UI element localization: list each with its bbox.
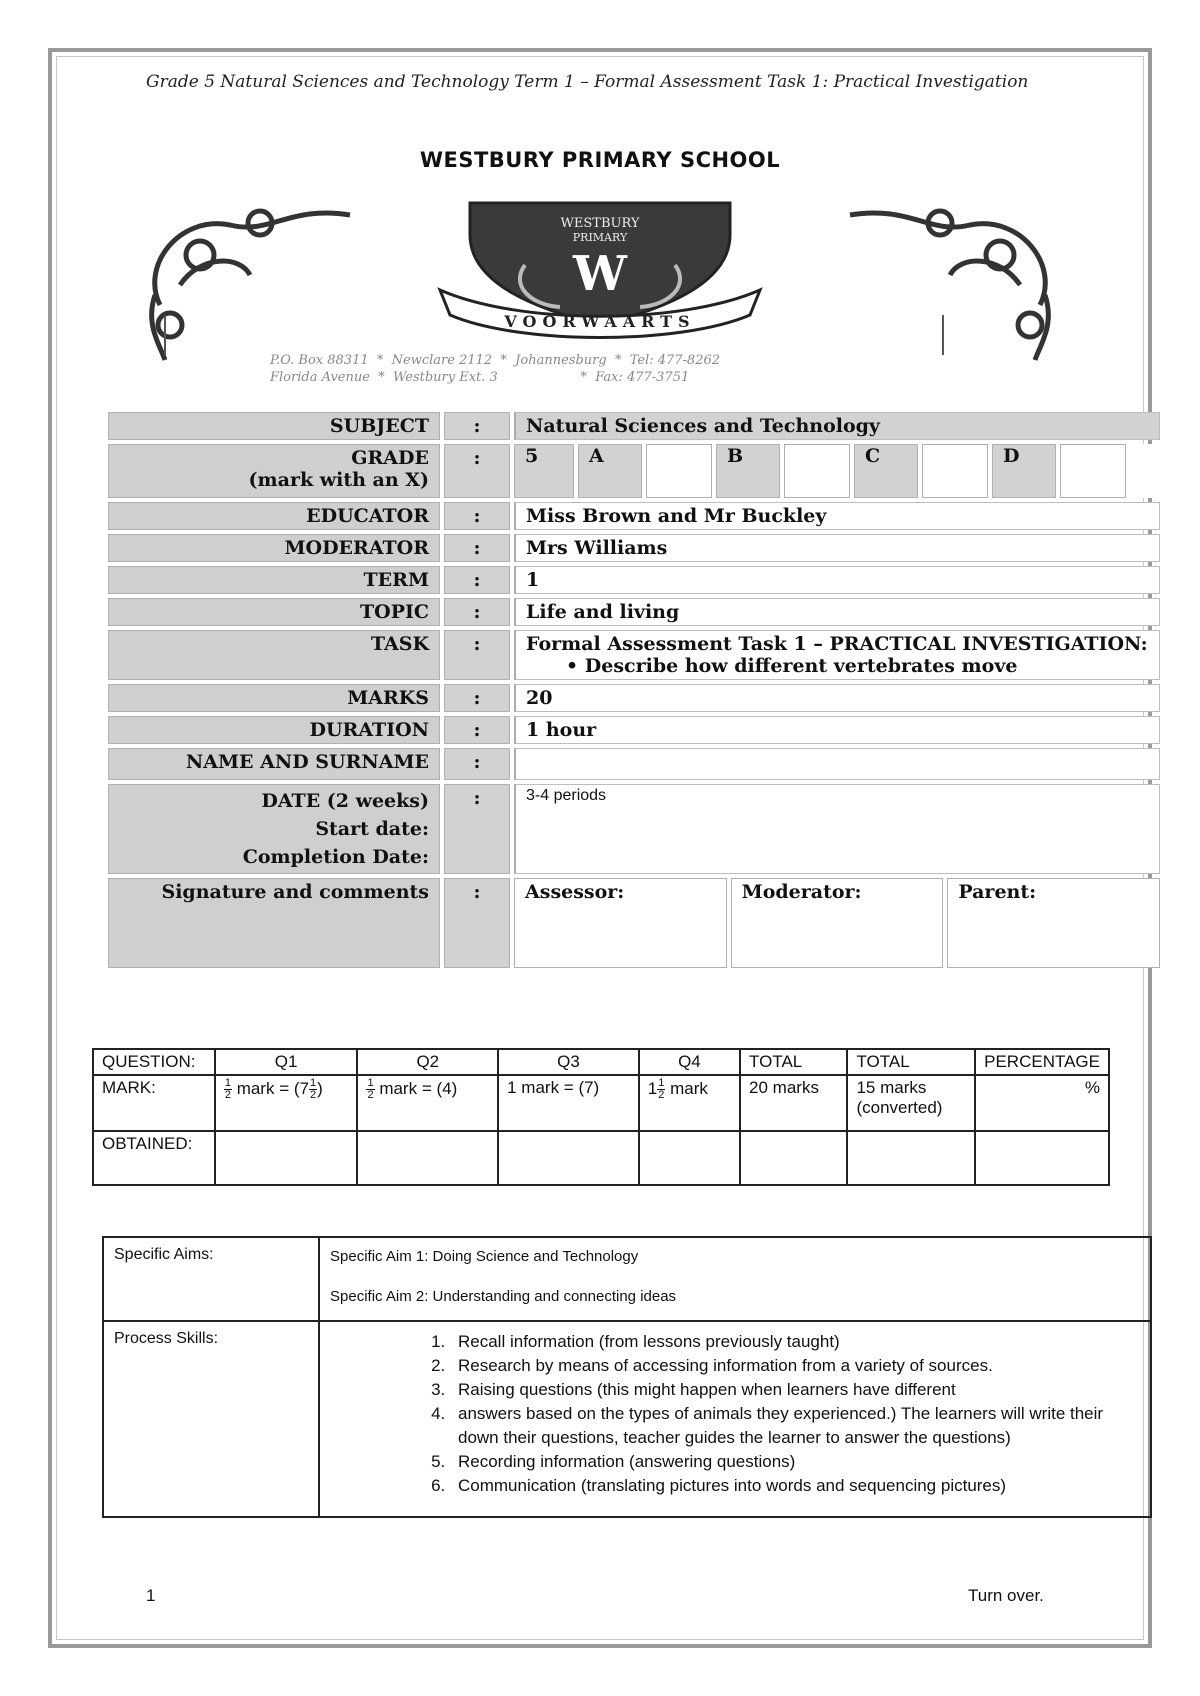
grade-number: 5 xyxy=(514,444,574,498)
q4-obtained-cell[interactable] xyxy=(639,1131,740,1185)
address-line-1: P.O. Box 88311 * Newclare 2112 * Johannesburg * Tel: 477-8262 xyxy=(270,353,721,368)
colon: : xyxy=(444,784,510,874)
skill-item: 5. Recording information (answering questions) xyxy=(450,1450,1140,1474)
parent-signature-box[interactable]: Parent: xyxy=(947,878,1160,968)
task-bullet: Describe how different vertebrates move xyxy=(584,655,1018,677)
skill-item: 6. Communication (translating pictures into words and sequencing pictures) xyxy=(450,1474,1140,1498)
total-obtained-cell[interactable] xyxy=(740,1131,847,1185)
class-d-box[interactable] xyxy=(1060,444,1126,498)
q1-obtained-cell[interactable] xyxy=(215,1131,358,1185)
question-header: QUESTION: xyxy=(93,1049,215,1075)
total-marks: 20 marks xyxy=(740,1075,847,1131)
info-row-date xyxy=(108,784,1160,874)
info-row-grade xyxy=(108,444,1160,498)
subject-value: Natural Sciences and Technology xyxy=(514,412,1160,440)
class-a-box[interactable] xyxy=(646,444,712,498)
q4-fraction: $\frac{1}{2}$ xyxy=(658,1077,665,1101)
start-date-label: Start date: xyxy=(315,818,429,840)
process-skills-label: Process Skills: xyxy=(103,1321,319,1517)
marks-value: 20 xyxy=(514,684,1160,712)
marks-table xyxy=(92,1048,1110,1186)
colon: : xyxy=(444,630,510,680)
moderator-value: Mrs Williams xyxy=(514,534,1160,562)
info-row-topic xyxy=(108,598,1160,626)
page-number: 1 xyxy=(146,1586,156,1605)
school-name: WESTBURY PRIMARY SCHOOL xyxy=(419,148,781,172)
info-row-task: TASK : Formal Assessment Task 1 – PRACTICAL INVESTIGATION: • Describe how different vertebrates move xyxy=(108,630,1160,680)
q4-mark: mark xyxy=(670,1078,708,1098)
specific-aim-2: Specific Aim 2: Understanding and connecting ideas xyxy=(330,1288,677,1305)
total-converted-header: TOTAL xyxy=(847,1049,975,1075)
colon: : xyxy=(444,684,510,712)
assessor-signature-box[interactable]: Assessor: xyxy=(514,878,727,968)
total-converted-marks: 15 marks (converted) xyxy=(847,1075,975,1131)
q2-fraction: $\frac{1}{2}$ xyxy=(367,1077,374,1101)
class-c-box[interactable] xyxy=(922,444,988,498)
skill-item: 1. Recall information (from lessons previously taught) xyxy=(450,1330,1140,1354)
percentage-header: PERCENTAGE xyxy=(975,1049,1109,1075)
obtained-label: OBTAINED: xyxy=(93,1131,215,1185)
left-flourish-icon xyxy=(152,211,350,360)
term-value: 1 xyxy=(514,566,1160,594)
info-row-moderator xyxy=(108,534,1160,562)
address-line-2: Florida Avenue * Westbury Ext. 3 * Fax: 477-3751 xyxy=(270,370,690,385)
percentage-obtained-cell[interactable] xyxy=(975,1131,1109,1185)
class-d-label: D xyxy=(992,444,1056,498)
info-row-marks xyxy=(108,684,1160,712)
skill-item: 3. Raising questions (this might happen when learners have different xyxy=(450,1378,1140,1402)
info-row-signature xyxy=(108,878,1160,968)
date-value: 3-4 periods xyxy=(514,784,1160,874)
duration-value: 1 hour xyxy=(514,716,1160,744)
colon: : xyxy=(444,502,510,530)
marks-header-row xyxy=(93,1049,1109,1075)
q1-header: Q1 xyxy=(215,1049,358,1075)
colon: : xyxy=(444,534,510,562)
marks-obtained-row xyxy=(93,1131,1109,1185)
q1-fraction: $\frac{1}{2}$ xyxy=(224,1077,231,1101)
grade-sub-label: (mark with an X) xyxy=(248,469,429,491)
mark-label: MARK: xyxy=(93,1075,215,1131)
duration-label: DURATION xyxy=(108,716,440,744)
educator-label: EDUCATOR xyxy=(108,502,440,530)
process-skills-row xyxy=(103,1321,1151,1517)
q3-obtained-cell[interactable] xyxy=(498,1131,639,1185)
crest-letter: W xyxy=(573,246,627,302)
class-c-label: C xyxy=(854,444,918,498)
moderator-label: MODERATOR xyxy=(108,534,440,562)
document-header: Grade 5 Natural Sciences and Technology Term 1 – Formal Assessment Task 1: Practical Investigation xyxy=(146,72,1029,92)
task-label: TASK xyxy=(108,630,440,680)
class-b-box[interactable] xyxy=(784,444,850,498)
process-skills-list xyxy=(330,1330,1140,1498)
colon: : xyxy=(444,566,510,594)
q3-header: Q3 xyxy=(498,1049,639,1075)
completion-date-label: Completion Date: xyxy=(242,846,429,868)
info-row-term xyxy=(108,566,1160,594)
colon: : xyxy=(444,412,510,440)
info-row-name xyxy=(108,748,1160,780)
q3-mark: 1 mark = (7) xyxy=(498,1075,639,1131)
marks-label: MARKS xyxy=(108,684,440,712)
name-field[interactable] xyxy=(514,748,1160,780)
q1-mark: mark = (7 xyxy=(236,1078,309,1098)
subject-label: SUBJECT xyxy=(108,412,440,440)
q4-whole: 1 xyxy=(647,1078,658,1098)
specific-aims-row xyxy=(103,1237,1151,1321)
info-row-subject xyxy=(108,412,1160,440)
term-label: TERM xyxy=(108,566,440,594)
turn-over-note: Turn over. xyxy=(968,1586,1044,1605)
skill-item: 2. Research by means of accessing information from a variety of sources. xyxy=(450,1354,1140,1378)
skill-item: 4. answers based on the types of animals they experienced.) The learners will write their down their questions, teacher guides the learner to answer the questions) xyxy=(450,1402,1140,1450)
moderator-signature-box[interactable]: Moderator: xyxy=(731,878,944,968)
colon: : xyxy=(444,748,510,780)
aims-table xyxy=(102,1236,1152,1518)
class-a-label: A xyxy=(578,444,642,498)
crest-mid-text: PRIMARY xyxy=(572,231,628,244)
info-row-educator xyxy=(108,502,1160,530)
topic-label: TOPIC xyxy=(108,598,440,626)
q2-header: Q2 xyxy=(357,1049,498,1075)
specific-aim-1: Specific Aim 1: Doing Science and Technology xyxy=(330,1248,639,1265)
q2-mark: mark = (4) xyxy=(379,1078,458,1098)
colon: : xyxy=(444,444,510,498)
colon: : xyxy=(444,716,510,744)
task-value: Formal Assessment Task 1 – PRACTICAL INVESTIGATION: xyxy=(526,633,1148,655)
total-header: TOTAL xyxy=(740,1049,847,1075)
q2-obtained-cell[interactable] xyxy=(357,1131,498,1185)
info-row-duration xyxy=(108,716,1160,744)
date-label: DATE (2 weeks) xyxy=(261,790,429,812)
name-label: NAME AND SURNAME xyxy=(108,748,440,780)
grade-selector xyxy=(514,444,1160,498)
q4-header: Q4 xyxy=(639,1049,740,1075)
motto-text: VOORWAARTS xyxy=(504,312,696,331)
signature-label: Signature and comments xyxy=(108,878,440,968)
class-b-label: B xyxy=(716,444,780,498)
topic-value: Life and living xyxy=(514,598,1160,626)
colon: : xyxy=(444,878,510,968)
grade-label: GRADE xyxy=(351,447,429,469)
colon: : xyxy=(444,598,510,626)
right-flourish-icon xyxy=(850,211,1048,360)
educator-value: Miss Brown and Mr Buckley xyxy=(514,502,1160,530)
crest-top-text: WESTBURY xyxy=(560,216,640,231)
school-address xyxy=(270,352,720,386)
assessment-info-table xyxy=(104,408,1164,972)
specific-aims-label: Specific Aims: xyxy=(103,1237,319,1321)
marks-mark-row: MARK: $\frac{1}{2}$ mark = (7 $\frac{1}{2}$ ) $\frac{1}{2}$ mark = (4) 1 mark = (7) 1 $\frac{1}{2}$ mark 20 marks 15 marks (converted) % xyxy=(93,1075,1109,1131)
percentage-value: % xyxy=(975,1075,1109,1131)
total-converted-obtained-cell[interactable] xyxy=(847,1131,975,1185)
